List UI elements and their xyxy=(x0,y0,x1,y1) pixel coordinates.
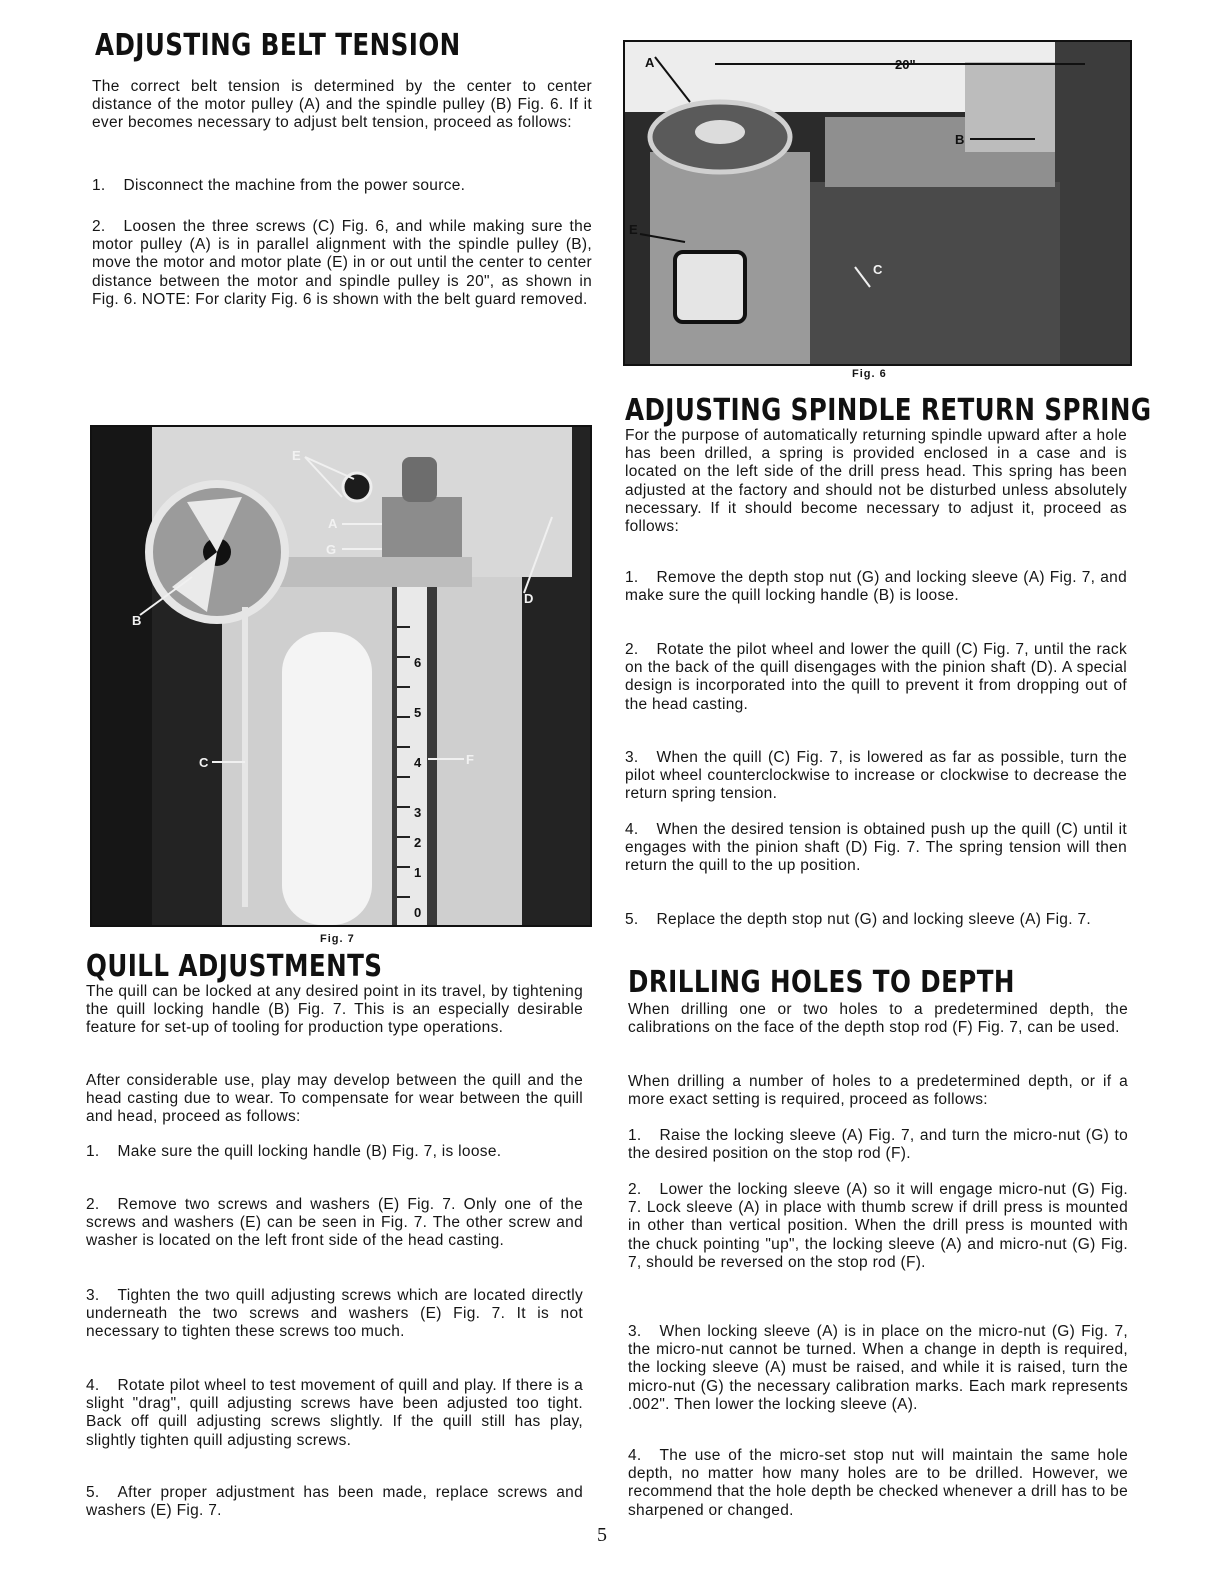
spring-step-1: 1. Remove the depth stop nut (G) and locking sleeve (A) Fig. 7, and make sure the quill locking handle (B) is loose. xyxy=(625,569,1127,605)
fig7-label-e: E xyxy=(292,448,301,463)
figure-7-illustration xyxy=(92,427,590,925)
belt-step-2: 2. Loosen the three screws (C) Fig. 6, and while making sure the motor pulley (A) is in parallel alignment with the spindle pulley (B), move the motor and motor plate (E) in or out until the center to center distance between the motor and spindle pulley is 20", as shown in Fig. 6. NOTE: For clarity Fig. 6 is shown with the belt guard removed. xyxy=(92,218,592,308)
scale-mark-5: 5 xyxy=(414,705,422,720)
belt-intro: The correct belt tension is determined by the center to center distance of the motor pulley (A) and the spindle pulley (B) Fig. 6. If it ever becomes necessary to adjust belt tension, proceed as follows: xyxy=(92,78,592,132)
figure-6-caption: Fig. 6 xyxy=(852,368,887,380)
fig7-label-c: C xyxy=(199,755,209,770)
figure-6-illustration xyxy=(625,42,1130,364)
quill-step-3: 3. Tighten the two quill adjusting screws which are located directly underneath the two screws and washers (E) Fig. 7. It is not necessary to tighten these screws too much. xyxy=(86,1287,583,1341)
fig6-label-e: E xyxy=(629,222,638,237)
fig6-label-a: A xyxy=(645,55,655,70)
quill-step-5: 5. After proper adjustment has been made, replace screws and washers (E) Fig. 7. xyxy=(86,1484,583,1520)
scale-mark-3: 3 xyxy=(414,805,422,820)
depth-step-2: 2. Lower the locking sleeve (A) so it will engage micro-nut (G) Fig. 7. Lock sleeve (A) in place with thumb screw if drill press is mounted in other than vertical position. When the drill press is mounted with the chuck pointing "up", the locking sleeve (A) and micro-nut (G) Fig. 7, should be reversed on the stop rod (F). xyxy=(628,1181,1128,1271)
belt-tension-heading: ADJUSTING BELT TENSION xyxy=(95,28,461,63)
scale-mark-6: 6 xyxy=(414,655,422,670)
fig6-label-distance: 20" xyxy=(895,57,916,72)
page-number: 5 xyxy=(597,1524,607,1546)
figure-7-caption: Fig. 7 xyxy=(320,933,355,945)
spring-step-4: 4. When the desired tension is obtained push up the quill (C) until it engages with the pinion shaft (D) Fig. 7. The spring tension will then return the quill to the up position. xyxy=(625,821,1127,875)
spring-step-2: 2. Rotate the pilot wheel and lower the quill (C) Fig. 7, until the rack on the back of the quill disengages with the pinion shaft (D). A special design is incorporated into the quill to prevent it from dropping out of the head casting. xyxy=(625,641,1127,713)
quill-adjustments-heading: QUILL ADJUSTMENTS xyxy=(86,949,383,984)
fig7-label-a: A xyxy=(328,516,338,531)
depth-p1: When drilling one or two holes to a predetermined depth, the calibrations on the face of the depth stop rod (F) Fig. 7, can be used. xyxy=(628,1001,1128,1037)
scale-mark-0: 0 xyxy=(414,905,422,920)
drilling-depth-heading: DRILLING HOLES TO DEPTH xyxy=(628,965,1015,1000)
fig6-label-c: C xyxy=(873,262,883,277)
spring-step-5: 5. Replace the depth stop nut (G) and locking sleeve (A) Fig. 7. xyxy=(625,911,1091,928)
quill-p2: After considerable use, play may develop between the quill and the head casting due to wear. To compensate for wear between the quill and head, proceed as follows: xyxy=(86,1072,583,1126)
fig7-label-b: B xyxy=(132,613,142,628)
belt-step-1: 1. Disconnect the machine from the power source. xyxy=(92,177,466,194)
depth-p2: When drilling a number of holes to a predetermined depth, or if a more exact setting is required, proceed as follows: xyxy=(628,1073,1128,1109)
quill-p1: The quill can be locked at any desired point in its travel, by tightening the quill locking handle (B) Fig. 7. This is an especially desirable feature for set-up of tooling for production type operations. xyxy=(86,983,583,1037)
quill-step-4: 4. Rotate pilot wheel to test movement of quill and play. If there is a slight "drag", quill adjusting screws have been adjusted too tight. Back off quill adjusting screws slightly. If the quill still has play, slightly tighten quill adjusting screws. xyxy=(86,1377,583,1449)
fig7-label-d: D xyxy=(524,591,534,606)
fig6-label-b: B xyxy=(955,132,965,147)
figure-6-photo xyxy=(623,40,1132,366)
quill-step-1: 1. Make sure the quill locking handle (B) Fig. 7, is loose. xyxy=(86,1143,502,1160)
scale-mark-2: 2 xyxy=(414,835,422,850)
figure-7-photo xyxy=(90,425,592,927)
spring-step-3: 3. When the quill (C) Fig. 7, is lowered as far as possible, turn the pilot wheel counterclockwise to increase or clockwise to decrease the return spring tension. xyxy=(625,749,1127,803)
depth-step-4: 4. The use of the micro-set stop nut will maintain the same hole depth, no matter how many holes are to be drilled. However, we recommend that the hole depth be checked whenever a drill has to be sharpened or changed. xyxy=(628,1447,1128,1519)
fig7-label-g: G xyxy=(326,542,337,557)
depth-step-3: 3. When locking sleeve (A) is in place on the micro-nut (G) Fig. 7, the micro-nut cannot be turned. When a change in depth is required, the locking sleeve (A) must be raised, and while it is raised, turn the micro-nut (G) the necessary calibration marks. Each mark represents .002". Then lower the locking sleeve (A). xyxy=(628,1323,1128,1413)
spindle-spring-heading: ADJUSTING SPINDLE RETURN SPRING xyxy=(625,393,1152,428)
quill-step-2: 2. Remove two screws and washers (E) Fig. 7. Only one of the screws and washers (E) can be seen in Fig. 7. The other screw and washer is located on the left front side of the head casting. xyxy=(86,1196,583,1250)
scale-mark-1: 1 xyxy=(414,865,422,880)
fig7-label-f: F xyxy=(466,752,474,767)
depth-step-1: 1. Raise the locking sleeve (A) Fig. 7, and turn the micro-nut (G) to the desired position on the stop rod (F). xyxy=(628,1127,1128,1163)
scale-mark-4: 4 xyxy=(414,755,422,770)
spring-intro: For the purpose of automatically returning spindle upward after a hole has been drilled, a spring is provided enclosed in a case and is located on the left side of the drill press head. This spring has been adjusted at the factory and should not be disturbed unless absolutely necessary. If it should become necessary to adjust it, proceed as follows: xyxy=(625,427,1127,536)
